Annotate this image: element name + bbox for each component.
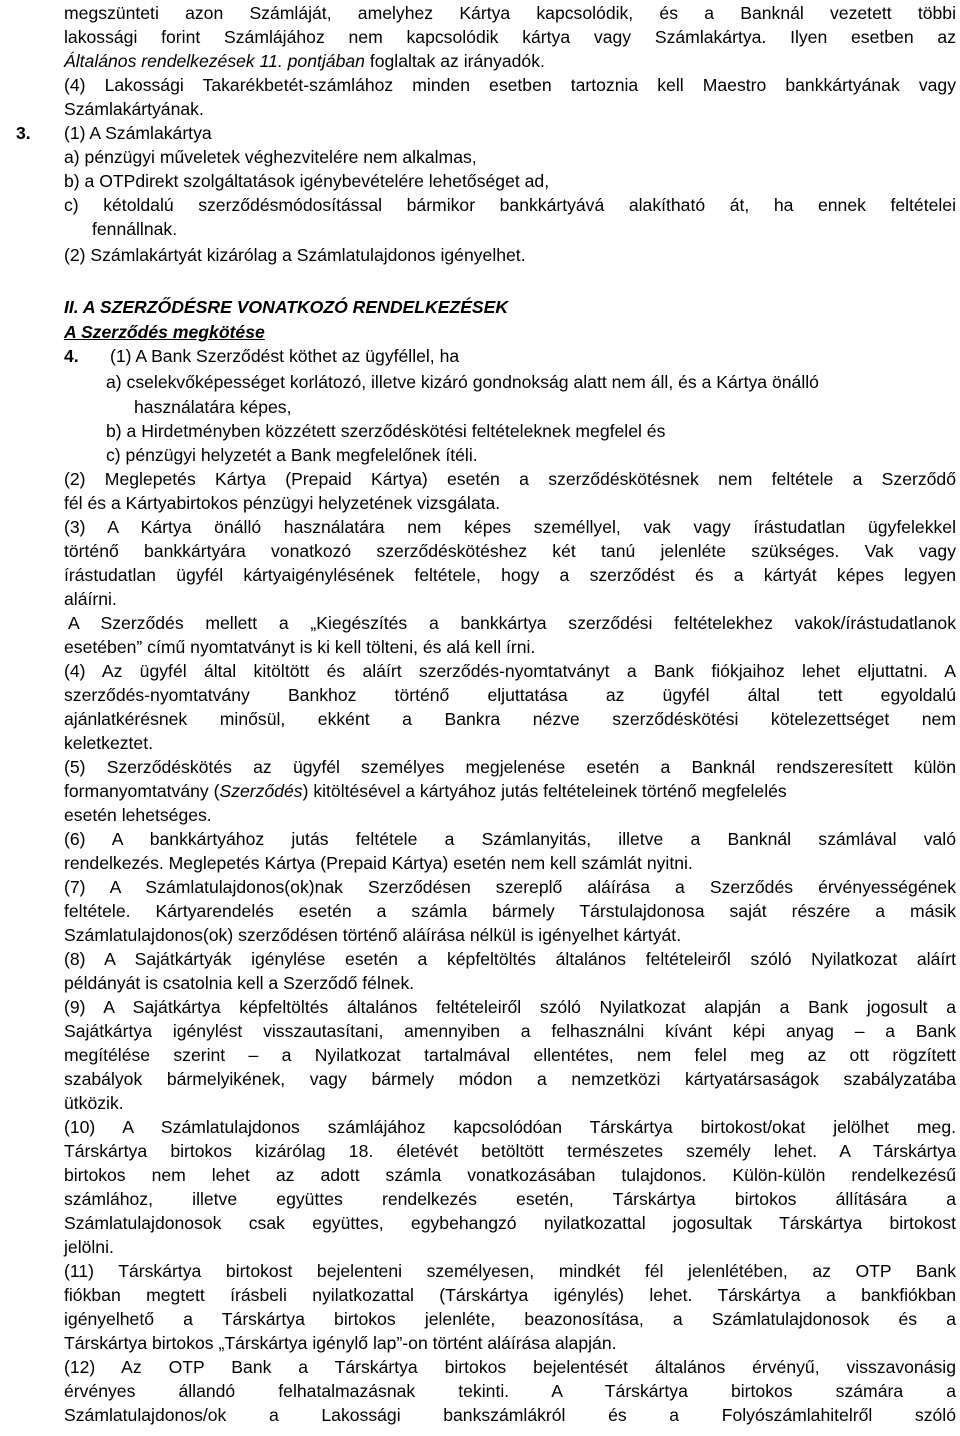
section-4-paragraph-6-line-1: (6) A bankkártyához jutás feltétele a Számlanyitás, illetve a Banknál számlával való xyxy=(64,829,956,849)
section-3-paragraph-1: (1) A Számlakártya xyxy=(64,123,212,143)
section-4-paragraph-11-line-4: Társkártya birtokos „Társkártya igénylő lap”-on történt aláírása alapján. xyxy=(64,1333,617,1353)
section-4-paragraph-9-line-1: (9) A Sajátkártya képfeltöltés általános feltételeiről szóló Nyilatkozat alapján a Bank jogosult a xyxy=(64,997,956,1017)
section-4-paragraph-2-line-1: (2) Meglepetés Kártya (Prepaid Kártya) esetén a szerződéskötésnek nem feltétele a Szerződő xyxy=(64,469,956,489)
section-3-number: 3. xyxy=(16,123,31,143)
section-4-paragraph-4-line-4: keletkeztet. xyxy=(64,733,153,753)
section-3-item-a: a) pénzügyi műveletek véghezvitelére nem alkalmas, xyxy=(64,147,477,167)
section-4-paragraph-10-line-3: birtokos nem lehet az adott számla vonatkozásában tulajdonos. Külön-külön rendelkezésű xyxy=(64,1165,956,1185)
section-3-item-b: b) a OTPdirekt szolgáltatások igénybevételére lehetőséget ad, xyxy=(64,171,550,191)
intro-line-3-rest: foglaltak az irányadók. xyxy=(364,51,545,71)
section-4-number: 4. xyxy=(64,346,79,366)
section-4-paragraph-9-line-3: megítélése szerint – a Nyilatkozat tartalmával ellentétes, nem felel meg az ott rögzített xyxy=(64,1045,956,1065)
section-4-paragraph-3-line-1: (3) A Kártya önálló használatára nem képes személlyel, vak vagy írástudatlan ügyfelekkel xyxy=(64,517,956,537)
intro-line-2: lakossági forint Számlájához nem kapcsolódik kártya vagy Számlakártya. Ilyen esetben az xyxy=(64,27,956,47)
section-4-paragraph-3-line-6: esetében” című nyomtatványt is ki kell tölteni, és alá kell írni. xyxy=(64,637,536,657)
section-4-paragraph-11-line-3: igényelhető a Társkártya birtokos jelenléte, beazonosítása, a Számlatulajdonosok és a xyxy=(64,1309,956,1329)
chapter-heading: II. A SZERZŐDÉSRE VONATKOZÓ RENDELKEZÉSEK xyxy=(64,297,509,317)
section-4-paragraph-3-line-3: írástudatlan ügyfél kártyaigénylésének feltétele, hogy a szerződést és a kártyát képes legyen xyxy=(64,565,956,585)
section-4-paragraph-5-line-2 xyxy=(64,779,956,803)
section-4-paragraph-9-line-2: Sajátkártya igénylést visszautasítani, amennyiben a felhasználni kívánt képi anyag – a Bank xyxy=(64,1021,956,1041)
section-4-paragraph-7-line-3: Számlatulajdonos(ok) szerződésen történő aláírása nélkül is igényelhet kártyát. xyxy=(64,925,682,945)
intro-line-1: megszünteti azon Számláját, amelyhez Kártya kapcsolódik, és a Banknál vezetett többi xyxy=(64,3,956,23)
section-4-paragraph-4-line-1: (4) Az ügyfél által kitöltött és aláírt szerződés-nyomtatványt a Bank fiókjaihoz lehet eljuttatni. A xyxy=(64,661,956,681)
p5-form-label: formanyomtatvány ( xyxy=(64,781,220,801)
section-4-paragraph-2-line-2: fél és a Kártyabirtokos pénzügyi helyzetének vizsgálata. xyxy=(64,493,501,513)
section-4-item-a-line-1: a) cselekvőképességet korlátozó, illetve kizáró gondnokság alatt nem áll, és a Kártya önálló xyxy=(106,372,819,392)
section-4-paragraph-5-line-1: (5) Szerződéskötés az ügyfél személyes megjelenése esetén a Banknál rendszeresített külön xyxy=(64,757,956,777)
p5-contract-term: Szerződés xyxy=(219,781,303,801)
section-4-item-a-line-2: használatára képes, xyxy=(134,397,292,417)
section-4-paragraph-3-line-2: történő bankkártyára vonatkozó szerződéskötéshez két tanú jelenléte szükséges. Vak vagy xyxy=(64,541,956,561)
section-4-paragraph-10-line-2: Társkártya birtokos kizárólag 18. életévét betöltött természetes személy lehet. A Társkártya xyxy=(64,1141,956,1161)
section-3-paragraph-2: (2) Számlakártyát kizárólag a Számlatulajdonos igényelhet. xyxy=(64,245,526,265)
section-4-paragraph-5-line-3: esetén lehetséges. xyxy=(64,805,212,825)
section-3-item-c-line-2: fennállnak. xyxy=(92,219,178,239)
intro-paragraph-4-line-2: Számlakártyának. xyxy=(64,99,204,119)
section-3-item-c-line-1: c) kétoldalú szerződésmódosítással bármikor bankkártyává alakítható át, ha ennek feltételei xyxy=(64,195,956,215)
section-4-paragraph-4-line-3: ajánlatkérésnek minősül, ekként a Bankra nézve szerződéskötési kötelezettséget nem xyxy=(64,709,956,729)
section-4-paragraph-9-line-5: ütközik. xyxy=(64,1093,124,1113)
section-4-paragraph-4-line-2: szerződés-nyomtatvány Bankhoz történő eljuttatása az ügyfél által tett egyoldalú xyxy=(64,685,956,705)
section-4-paragraph-10-line-6: jelölni. xyxy=(64,1237,114,1257)
section-4-paragraph-8-line-2: példányát is csatolnia kell a Szerződő félnek. xyxy=(64,973,415,993)
p5-form-text xyxy=(64,779,787,803)
section-4-paragraph-9-line-4: szabályok bármelyikének, vagy bármely módon a nemzetközi kártyatársaságok szabályzatába xyxy=(64,1069,956,1089)
section-4-paragraph-7-line-1: (7) A Számlatulajdonos(ok)nak Szerződésen szereplő aláírása a Szerződés érvényességének xyxy=(64,877,956,897)
section-4-paragraph-8-line-1: (8) A Sajátkártyák igénylése esetén a képfeltöltés általános feltételeiről szóló Nyilatkozat aláírt xyxy=(64,949,956,969)
section-4-paragraph-10-line-5: Számlatulajdonosok csak együttes, egybehangzó nyilatkozattal jogosultak Társkártya birtokost xyxy=(64,1213,956,1233)
section-4-paragraph-3-line-5: A Szerződés mellett a „Kiegészítés a bankkártya szerződési feltételekhez vakok/írástudatlanok xyxy=(68,613,956,633)
section-4-paragraph-12-line-2: érvényes állandó felhatalmazásnak tekinti. A Társkártya birtokos számára a xyxy=(64,1381,956,1401)
intro-reference: Általános rendelkezések 11. pontjában xyxy=(64,51,365,71)
section-4-item-b: b) a Hirdetményben közzétett szerződéskötési feltételeknek megfelel és xyxy=(106,421,666,441)
section-4-paragraph-10-line-4: számlához, illetve együttes rendelkezés esetén, Társkártya birtokos állítására a xyxy=(64,1189,956,1209)
section-4-paragraph-10-line-1: (10) A Számlatulajdonos számlájához kapcsolódóan Társkártya birtokost/okat jelölhet meg. xyxy=(64,1117,956,1137)
section-4-paragraph-1: (1) A Bank Szerződést köthet az ügyféllel, ha xyxy=(110,346,460,366)
section-4-paragraph-6-line-2: rendelkezés. Meglepetés Kártya (Prepaid Kártya) esetén nem kell számlát nyitni. xyxy=(64,853,693,873)
p5-form-rest: ) kitöltésével a kártyához jutás feltételeinek történő megfelelés xyxy=(302,781,787,801)
section-4-paragraph-7-line-2: feltétele. Kártyarendelés esetén a számla bármely Társtulajdonosa saját részére a másik xyxy=(64,901,956,921)
section-4-paragraph-11-line-1: (11) Társkártya birtokost bejelenteni személyesen, mindkét fél jelenlétében, az OTP Bank xyxy=(64,1261,956,1281)
section-4-paragraph-11-line-2: fiókban megtett írásbeli nyilatkozattal (Társkártya igénylés) lehet. Társkártya a bankfiókban xyxy=(64,1285,956,1305)
subsection-heading: A Szerződés megkötése xyxy=(64,322,265,342)
section-4-item-c: c) pénzügyi helyzetét a Bank megfelelőnek ítéli. xyxy=(106,445,478,465)
section-4-paragraph-12-line-1: (12) Az OTP Bank a Társkártya birtokos bejelentését általános érvényű, visszavonásig xyxy=(64,1357,956,1377)
section-4-paragraph-3-line-4: aláírni. xyxy=(64,589,117,609)
section-4-paragraph-12-line-3: Számlatulajdonos/ok a Lakossági bankszámlákról és a Folyószámlahitelről szóló xyxy=(64,1405,956,1425)
intro-paragraph-4-line-1: (4) Lakossági Takarékbetét-számlához minden esetben tartoznia kell Maestro bankkártyának vagy xyxy=(64,75,956,95)
intro-line-3 xyxy=(64,49,545,73)
